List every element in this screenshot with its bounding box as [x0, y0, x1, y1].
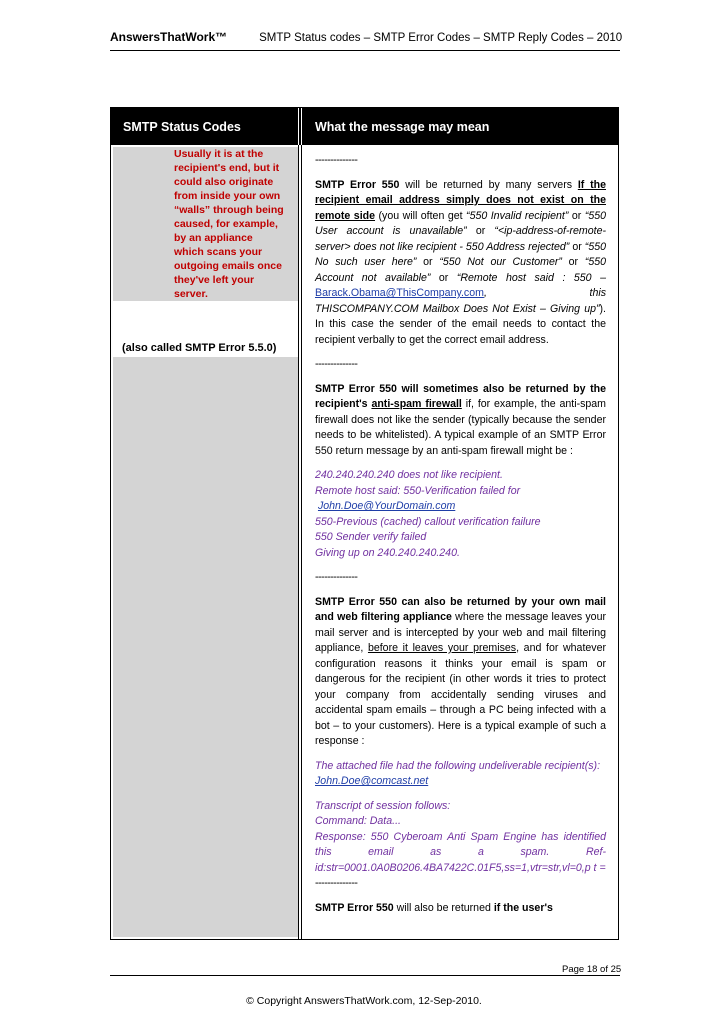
column-divider	[298, 145, 302, 940]
paragraph-filtering-appliance: SMTP Error 550 can also be returned by your own mail and web filtering appliance where the message leaves your mail server and is intercepted by your web and mail filtering appliance, before it leaves your premises, and for whatever configuration reasons it thinks your email is spam or dangerous for the recipient (in other words it tries to protect your company from accidentally sending viruses and accidental spam emails – through a PC being infected with a bot – to your customers). Here is a typical example of such a response :	[315, 595, 606, 747]
table-header-row	[111, 108, 618, 145]
left-column	[113, 147, 299, 937]
separator: --------------	[315, 154, 358, 166]
red-note-line: “walls” through being	[113, 203, 299, 218]
header-rule	[110, 50, 620, 51]
red-note-line: from inside your own	[113, 189, 299, 204]
header-divider	[298, 108, 302, 145]
footer-rule	[110, 975, 620, 976]
example-firewall-response: 240.240.240.240 does not like recipient. Remote host said: 550-Verification failed for John.Doe@YourDomain.com 550-Previous (cached) callout verification failure 550 Sender verify failed Giving up on 240.240.240.240.	[315, 469, 541, 559]
red-note-line: they've left your	[113, 273, 299, 288]
red-note-line: caused, for example,	[113, 217, 299, 232]
separator: --------------	[315, 571, 358, 583]
email-link[interactable]: Barack.Obama@ThisCompany.com	[315, 287, 484, 299]
status-codes-table	[110, 107, 619, 940]
separator: --------------	[315, 358, 358, 370]
page-header	[110, 30, 623, 44]
red-note-line: Usually it is at the	[113, 147, 299, 162]
header-title: SMTP Status codes – SMTP Error Codes – SMTP Reply Codes – 2010	[259, 32, 623, 44]
paragraph-anti-spam-firewall: SMTP Error 550 will sometimes also be returned by the recipient's anti-spam firewall if, for example, the anti-spam firewall does not like the sender (typically because the sender needs to be whitelisted). A typical example of an SMTP Error 550 return message by an anti-spam firewall might be :	[315, 382, 606, 457]
red-note-line: outgoing emails once	[113, 259, 299, 274]
paragraph-user-error: SMTP Error 550 will also be returned if the user's	[315, 901, 553, 914]
col-header-meaning: What the message may mean	[315, 120, 490, 134]
red-note-line: could also originate	[113, 175, 299, 190]
red-note-line: which scans your	[113, 245, 299, 260]
copyright-notice: © Copyright AnswersThatWork.com, 12-Sep-2010.	[246, 995, 482, 1007]
separator: --------------	[315, 877, 358, 889]
email-link[interactable]: John.Doe@YourDomain.com	[317, 500, 456, 512]
error-alias-note: (also called SMTP Error 5.5.0)	[122, 342, 277, 354]
email-link[interactable]: John.Doe@comcast.net	[315, 775, 429, 787]
right-column	[315, 153, 606, 925]
red-note-line: recipient's end, but it	[113, 161, 299, 176]
example-undeliverable: The attached file had the following undeliverable recipient(s): John.Doe@comcast.net	[315, 759, 601, 787]
left-cell	[113, 147, 299, 357]
paragraph-invalid-recipient: SMTP Error 550 will be returned by many servers If the recipient email address simply does not exist on the remote side (you will often get “550 Invalid recipient” or “550 User account is unavailable” or “<ip-address-of-remote-server> does not like recipient - 550 Address rejected” or “550 No such user here” or “550 Not our Customer” or “550 Account not available” or “Remote host said : 550 – Barack.Obama@ThisCompany.com, this THISCOMPANY.COM Mailbox Does Not Exist – Giving up”). In this case the sender of the email needs to contact the recipient verbally to get the correct email address.	[315, 178, 607, 346]
brand-name: AnswersThatWork™	[110, 30, 228, 44]
page-number: Page 18 of 25	[562, 964, 622, 975]
red-note-line: server.	[113, 287, 299, 302]
example-transcript: Transcript of session follows: Command: Data... Response: 550 Cyberoam Anti Spam Engine has identified this email as a spam. Ref-id:str=0001.0A0B0206.4BA7422C.01F5,ss=1,vtr=str,vl=0,p t =	[315, 799, 606, 874]
col-header-status-codes: SMTP Status Codes	[123, 120, 241, 134]
red-note-line: by an appliance	[113, 231, 299, 246]
